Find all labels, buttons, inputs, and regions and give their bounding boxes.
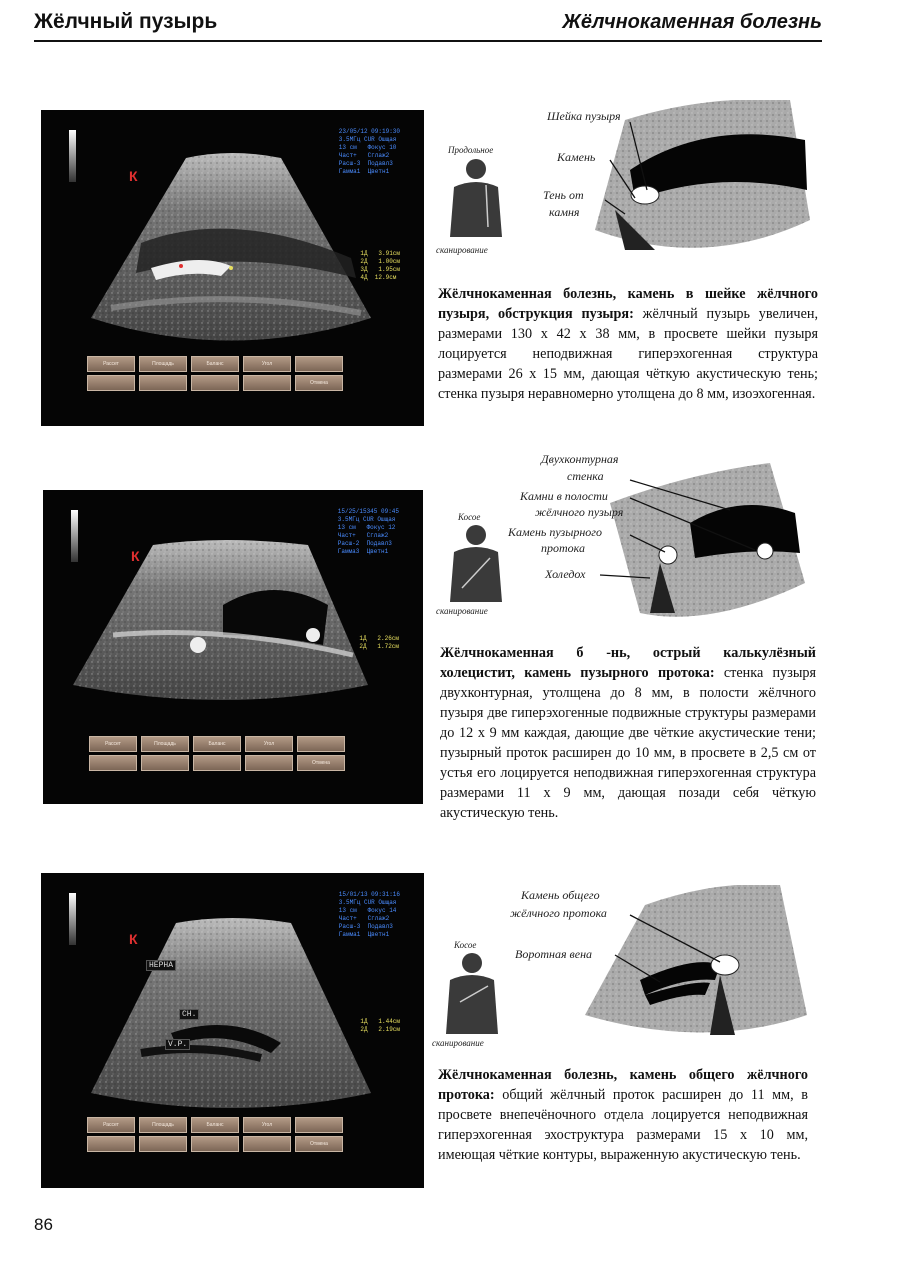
description-3 (438, 1065, 808, 1165)
us-button: Площадь (139, 356, 187, 372)
description-title: Жёлчнокаменная болезнь, камень в шейке жёлчного пузыря, обструкция пузыря: (438, 286, 818, 322)
diagram-label: Камень (557, 150, 596, 164)
us-button (191, 1136, 239, 1152)
ultrasound-image-1 (41, 110, 424, 426)
scan-orientation-1 (436, 145, 516, 260)
body-silhouette-icon (446, 157, 506, 245)
us-button: Площадь (139, 1117, 187, 1133)
grayscale-bar (69, 130, 76, 182)
scan-orientation-2 (436, 512, 516, 622)
ultrasound-buttons (87, 1117, 343, 1152)
diagram-label: стенка (567, 469, 604, 483)
description-body: жёлчный пузырь увеличен, размерами 130 х 42 х 38 мм, в просвете шейки пузыря лоцируется неподвижная гиперэхогенная структура размерами 26 х 15 мм, дающая чёткую акустическую тень; стенка пузыря неравномерно утолщена до 8 мм, изоэхогенная. (438, 306, 819, 402)
us-button: Площадь (141, 736, 189, 752)
us-button: Угол (245, 736, 293, 752)
body-silhouette-icon (442, 952, 502, 1036)
us-button: Угол (243, 356, 291, 372)
us-button (193, 755, 241, 771)
scan-caption-top: Продольное (448, 145, 494, 155)
ultrasound-sector (81, 148, 381, 358)
diagram-label: камня (549, 205, 580, 219)
diagram-label: Тень от (543, 188, 584, 202)
ultrasound-sector (81, 913, 381, 1113)
diagram-label: Камень общего (521, 888, 600, 902)
description-1 (438, 284, 818, 404)
scan-caption-top: Косое (458, 512, 481, 522)
scan-caption-bottom: сканирование (432, 1038, 484, 1048)
section-title: Жёлчнокаменная болезнь (562, 11, 822, 33)
scan-caption-bottom: сканирование (436, 245, 488, 255)
probe-marker: К (129, 931, 138, 947)
anatomy-tag: CH. (179, 1009, 199, 1020)
us-button (87, 375, 135, 391)
label-arrows (600, 900, 740, 990)
description-title: Жёлчнокаменная б -нь, острый калькулёзный холецистит, камень пузырного протока: (440, 645, 816, 681)
us-button: Рассет (87, 356, 135, 372)
scan-orientation-3 (432, 940, 512, 1052)
probe-marker: К (131, 548, 140, 564)
diagram-label: жёлчного пузыря (535, 505, 624, 519)
us-button (89, 755, 137, 771)
scan-caption-bottom: сканирование (436, 606, 488, 616)
scan-parameters: 15/01/13 09:31:16 3.5МГц CUR Ошщая 13 см Фокус 14 Част+ Сглаж2 Расш-3 Подавл3 Гамма1 Цветн1 (338, 891, 400, 938)
diagram-label: Двухконтурная (541, 452, 619, 466)
diagram-label: Шейка пузыря (547, 109, 621, 123)
ultrasound-buttons (89, 736, 345, 771)
us-button (295, 356, 343, 372)
diagram-label: протока (541, 541, 585, 555)
description-title: Жёлчнокаменная болезнь, камень общего жёлчного протока: (438, 1067, 808, 1103)
us-button: Рассет (87, 1117, 135, 1133)
us-button: Отмена (295, 1136, 343, 1152)
page-header (34, 10, 822, 42)
us-button: Угол (243, 1117, 291, 1133)
measurements: 1Д 3.91см 2Д 1.00см 3Д 1.95см 4Д 12.9см (360, 250, 400, 281)
us-button (139, 1136, 187, 1152)
grayscale-bar (69, 893, 76, 945)
description-body: общий жёлчный проток расширен до 11 мм, в просвете внепечёночного отдела лоцируется неподвижная гиперэхогенная эхоструктура размерами 15 х 10 мм, имеющая чёткие контуры, выраженную акустическую тень. (438, 1087, 808, 1163)
scan-parameters: 23/05/12 09:19:30 3.5МГц CUR Ошщая 13 см Фокус 10 Част+ Сглаж2 Расш-3 Подавл3 Гамма1 Цветн1 (338, 128, 400, 175)
us-button: Баланс (193, 736, 241, 752)
us-button (243, 375, 291, 391)
us-button: Рассет (89, 736, 137, 752)
page-number: 86 (34, 1215, 53, 1234)
scan-parameters: 15/25/15345 09:45 3.5МГц CUR Ошщая 13 см Фокус 12 Част+ Сглаж2 Расш-2 Подавл3 Гамма3 Цветн1 (337, 508, 399, 555)
measurements: 1Д 1.44см 2Д 2.19см (360, 1018, 400, 1033)
us-button: Баланс (191, 1117, 239, 1133)
label-arrows (590, 460, 810, 590)
ultrasound-buttons (87, 356, 343, 391)
anatomy-tag: V.P. (165, 1039, 190, 1050)
diagram-label: жёлчного протока (510, 906, 607, 920)
ultrasound-image-2 (43, 490, 423, 804)
us-button (295, 1117, 343, 1133)
anatomy-tag: НЕРНА (146, 960, 176, 971)
scan-caption-top: Косое (454, 940, 477, 950)
us-button: Отмена (295, 375, 343, 391)
chapter-title: Жёлчный пузырь (34, 10, 218, 33)
us-button (245, 755, 293, 771)
us-button (87, 1136, 135, 1152)
diagram-label: Камень пузырного (508, 525, 602, 539)
us-button: Баланс (191, 356, 239, 372)
us-button (191, 375, 239, 391)
description-body: стенка пузыря двухконтурная, утолщена до 8 мм, в полости жёлчного пузыря две гиперэхогенные подвижные структуры размерами до 12 х 9 мм каждая, дающие две чёткие акустические тени; пузырный проток расширен до 10 мм, в просвете в 2,5 см от устья его лоцируется неподвижная гиперэхогенная структура размерами 11 х 9 мм, дающая позади себя чёткую акустическую тень. (440, 665, 816, 821)
ultrasound-sector (73, 535, 373, 705)
body-silhouette-icon (446, 524, 506, 604)
us-button (139, 375, 187, 391)
diagram-label: Воротная вена (515, 947, 593, 961)
description-2 (440, 643, 816, 823)
measurements: 1Д 2.26см 2Д 1.72см (359, 635, 399, 650)
diagram-label: Холедох (545, 567, 586, 581)
us-button (141, 755, 189, 771)
ultrasound-image-3 (41, 873, 424, 1188)
us-button: Отмена (297, 755, 345, 771)
diagram-label: Камни в полости (520, 489, 608, 503)
us-button (297, 736, 345, 752)
probe-marker: К (129, 168, 138, 184)
us-button (243, 1136, 291, 1152)
label-arrows (585, 110, 665, 220)
